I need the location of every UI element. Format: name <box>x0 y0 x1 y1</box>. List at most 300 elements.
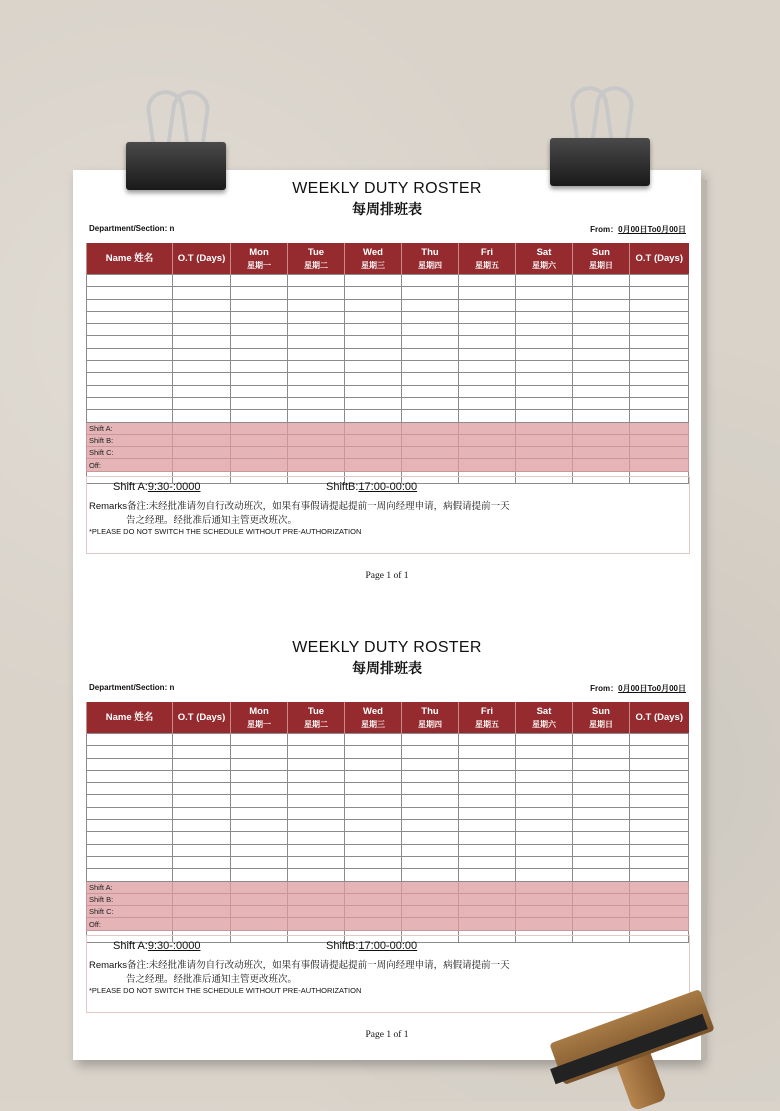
shift-cell[interactable] <box>459 422 516 434</box>
table-cell[interactable] <box>459 869 516 881</box>
table-cell[interactable] <box>345 336 402 348</box>
table-cell[interactable] <box>87 758 173 770</box>
table-cell[interactable] <box>87 287 173 299</box>
table-cell[interactable] <box>402 410 459 422</box>
shift-cell[interactable] <box>516 459 573 471</box>
table-cell[interactable] <box>173 820 231 832</box>
shift-cell[interactable] <box>630 881 689 893</box>
table-cell[interactable] <box>459 410 516 422</box>
table-cell[interactable] <box>231 770 288 782</box>
table-cell[interactable] <box>288 770 345 782</box>
table-cell[interactable] <box>345 758 402 770</box>
shift-cell[interactable] <box>459 918 516 930</box>
table-cell[interactable] <box>516 361 573 373</box>
table-cell[interactable] <box>573 832 630 844</box>
table-cell[interactable] <box>516 348 573 360</box>
table-cell[interactable] <box>173 336 231 348</box>
table-cell[interactable] <box>402 336 459 348</box>
table-cell[interactable] <box>630 336 689 348</box>
table-cell[interactable] <box>630 373 689 385</box>
table-cell[interactable] <box>630 385 689 397</box>
table-cell[interactable] <box>231 311 288 323</box>
shift-cell[interactable] <box>573 906 630 918</box>
shift-cell[interactable] <box>288 893 345 905</box>
table-cell[interactable] <box>459 844 516 856</box>
table-cell[interactable] <box>573 336 630 348</box>
shift-cell[interactable] <box>402 422 459 434</box>
table-cell[interactable] <box>345 783 402 795</box>
table-cell[interactable] <box>516 287 573 299</box>
shift-cell[interactable] <box>173 434 231 446</box>
table-cell[interactable] <box>573 807 630 819</box>
table-cell[interactable] <box>573 869 630 881</box>
table-cell[interactable] <box>402 373 459 385</box>
table-cell[interactable] <box>288 336 345 348</box>
table-cell[interactable] <box>630 820 689 832</box>
table-cell[interactable] <box>459 746 516 758</box>
shift-cell[interactable] <box>345 459 402 471</box>
shift-cell[interactable] <box>288 918 345 930</box>
shift-cell[interactable] <box>231 447 288 459</box>
shift-cell[interactable] <box>573 918 630 930</box>
table-cell[interactable] <box>459 856 516 868</box>
shift-cell[interactable] <box>516 434 573 446</box>
shift-cell[interactable] <box>231 881 288 893</box>
table-cell[interactable] <box>288 795 345 807</box>
table-cell[interactable] <box>231 410 288 422</box>
shift-cell[interactable] <box>459 881 516 893</box>
table-cell[interactable] <box>288 410 345 422</box>
table-cell[interactable] <box>87 820 173 832</box>
table-cell[interactable] <box>345 734 402 746</box>
table-cell[interactable] <box>573 287 630 299</box>
table-cell[interactable] <box>573 410 630 422</box>
table-cell[interactable] <box>345 844 402 856</box>
table-cell[interactable] <box>173 758 231 770</box>
table-cell[interactable] <box>459 373 516 385</box>
table-cell[interactable] <box>516 820 573 832</box>
table-cell[interactable] <box>516 385 573 397</box>
table-cell[interactable] <box>288 299 345 311</box>
table-cell[interactable] <box>630 311 689 323</box>
table-cell[interactable] <box>87 856 173 868</box>
shift-cell[interactable] <box>573 434 630 446</box>
shift-cell[interactable] <box>288 881 345 893</box>
table-cell[interactable] <box>345 299 402 311</box>
table-cell[interactable] <box>288 807 345 819</box>
table-cell[interactable] <box>573 746 630 758</box>
shift-cell[interactable] <box>345 906 402 918</box>
table-cell[interactable] <box>87 770 173 782</box>
table-cell[interactable] <box>173 770 231 782</box>
table-cell[interactable] <box>402 820 459 832</box>
shift-cell[interactable] <box>173 906 231 918</box>
table-cell[interactable] <box>516 869 573 881</box>
shift-cell[interactable] <box>288 447 345 459</box>
table-cell[interactable] <box>402 770 459 782</box>
table-cell[interactable] <box>345 348 402 360</box>
table-cell[interactable] <box>173 807 231 819</box>
table-cell[interactable] <box>173 856 231 868</box>
table-cell[interactable] <box>402 287 459 299</box>
table-cell[interactable] <box>516 783 573 795</box>
table-cell[interactable] <box>345 373 402 385</box>
table-cell[interactable] <box>288 746 345 758</box>
table-cell[interactable] <box>87 361 173 373</box>
table-cell[interactable] <box>459 324 516 336</box>
shift-cell[interactable] <box>459 906 516 918</box>
table-cell[interactable] <box>573 856 630 868</box>
table-cell[interactable] <box>459 807 516 819</box>
shift-cell[interactable] <box>573 893 630 905</box>
shift-cell[interactable] <box>573 422 630 434</box>
shift-cell[interactable] <box>573 881 630 893</box>
table-cell[interactable] <box>345 397 402 409</box>
shift-cell[interactable] <box>630 893 689 905</box>
table-cell[interactable] <box>402 832 459 844</box>
shift-cell[interactable] <box>173 459 231 471</box>
shift-cell[interactable] <box>630 434 689 446</box>
table-cell[interactable] <box>173 299 231 311</box>
table-cell[interactable] <box>459 348 516 360</box>
table-cell[interactable] <box>516 311 573 323</box>
shift-cell[interactable] <box>345 422 402 434</box>
table-cell[interactable] <box>345 410 402 422</box>
table-cell[interactable] <box>231 807 288 819</box>
table-cell[interactable] <box>173 373 231 385</box>
table-cell[interactable] <box>573 795 630 807</box>
table-cell[interactable] <box>630 299 689 311</box>
shift-cell[interactable] <box>231 422 288 434</box>
table-cell[interactable] <box>402 869 459 881</box>
table-cell[interactable] <box>345 746 402 758</box>
table-cell[interactable] <box>630 832 689 844</box>
table-cell[interactable] <box>516 734 573 746</box>
shift-cell[interactable] <box>231 434 288 446</box>
table-cell[interactable] <box>87 844 173 856</box>
table-cell[interactable] <box>345 770 402 782</box>
table-cell[interactable] <box>231 758 288 770</box>
table-cell[interactable] <box>288 844 345 856</box>
table-cell[interactable] <box>630 410 689 422</box>
table-cell[interactable] <box>87 311 173 323</box>
table-cell[interactable] <box>573 397 630 409</box>
shift-cell[interactable] <box>173 422 231 434</box>
table-cell[interactable] <box>402 844 459 856</box>
table-cell[interactable] <box>516 807 573 819</box>
table-cell[interactable] <box>516 275 573 287</box>
table-cell[interactable] <box>87 832 173 844</box>
shift-cell[interactable] <box>345 881 402 893</box>
table-cell[interactable] <box>173 869 231 881</box>
table-cell[interactable] <box>516 856 573 868</box>
table-cell[interactable] <box>516 373 573 385</box>
table-cell[interactable] <box>173 746 231 758</box>
table-cell[interactable] <box>402 361 459 373</box>
shift-cell[interactable] <box>345 893 402 905</box>
shift-cell[interactable] <box>630 422 689 434</box>
table-cell[interactable] <box>516 770 573 782</box>
table-cell[interactable] <box>630 348 689 360</box>
table-cell[interactable] <box>573 361 630 373</box>
table-cell[interactable] <box>573 275 630 287</box>
table-cell[interactable] <box>402 348 459 360</box>
table-cell[interactable] <box>459 770 516 782</box>
shift-cell[interactable] <box>231 906 288 918</box>
table-cell[interactable] <box>459 311 516 323</box>
table-cell[interactable] <box>402 783 459 795</box>
table-cell[interactable] <box>345 869 402 881</box>
table-cell[interactable] <box>630 275 689 287</box>
table-cell[interactable] <box>630 734 689 746</box>
table-cell[interactable] <box>288 856 345 868</box>
table-cell[interactable] <box>402 385 459 397</box>
shift-cell[interactable] <box>402 893 459 905</box>
table-cell[interactable] <box>459 385 516 397</box>
table-cell[interactable] <box>87 385 173 397</box>
shift-cell[interactable] <box>459 447 516 459</box>
table-cell[interactable] <box>345 856 402 868</box>
shift-cell[interactable] <box>288 434 345 446</box>
table-cell[interactable] <box>173 783 231 795</box>
table-cell[interactable] <box>630 287 689 299</box>
table-cell[interactable] <box>173 832 231 844</box>
shift-cell[interactable] <box>630 459 689 471</box>
table-cell[interactable] <box>630 783 689 795</box>
table-cell[interactable] <box>87 299 173 311</box>
table-cell[interactable] <box>516 336 573 348</box>
table-cell[interactable] <box>173 311 231 323</box>
table-cell[interactable] <box>459 820 516 832</box>
shift-cell[interactable] <box>630 906 689 918</box>
shift-cell[interactable] <box>516 906 573 918</box>
shift-cell[interactable] <box>402 881 459 893</box>
table-cell[interactable] <box>459 275 516 287</box>
table-cell[interactable] <box>231 844 288 856</box>
table-cell[interactable] <box>288 385 345 397</box>
table-cell[interactable] <box>573 758 630 770</box>
table-cell[interactable] <box>573 385 630 397</box>
table-cell[interactable] <box>630 758 689 770</box>
table-cell[interactable] <box>173 324 231 336</box>
table-cell[interactable] <box>516 397 573 409</box>
table-cell[interactable] <box>87 734 173 746</box>
table-cell[interactable] <box>573 324 630 336</box>
table-cell[interactable] <box>402 795 459 807</box>
table-cell[interactable] <box>402 324 459 336</box>
table-cell[interactable] <box>516 410 573 422</box>
table-cell[interactable] <box>173 348 231 360</box>
shift-cell[interactable] <box>231 918 288 930</box>
table-cell[interactable] <box>402 311 459 323</box>
table-cell[interactable] <box>459 336 516 348</box>
table-cell[interactable] <box>345 311 402 323</box>
table-cell[interactable] <box>87 373 173 385</box>
shift-cell[interactable] <box>573 459 630 471</box>
table-cell[interactable] <box>288 783 345 795</box>
table-cell[interactable] <box>402 275 459 287</box>
table-cell[interactable] <box>459 783 516 795</box>
shift-cell[interactable] <box>288 906 345 918</box>
table-cell[interactable] <box>402 746 459 758</box>
table-cell[interactable] <box>87 869 173 881</box>
shift-cell[interactable] <box>630 918 689 930</box>
table-cell[interactable] <box>231 734 288 746</box>
table-cell[interactable] <box>231 373 288 385</box>
table-cell[interactable] <box>231 397 288 409</box>
shift-cell[interactable] <box>402 906 459 918</box>
table-cell[interactable] <box>87 783 173 795</box>
table-cell[interactable] <box>630 324 689 336</box>
table-cell[interactable] <box>288 373 345 385</box>
table-cell[interactable] <box>573 299 630 311</box>
table-cell[interactable] <box>573 348 630 360</box>
table-cell[interactable] <box>288 869 345 881</box>
table-cell[interactable] <box>173 385 231 397</box>
shift-cell[interactable] <box>288 459 345 471</box>
table-cell[interactable] <box>231 287 288 299</box>
table-cell[interactable] <box>459 758 516 770</box>
table-cell[interactable] <box>459 832 516 844</box>
shift-cell[interactable] <box>459 893 516 905</box>
table-cell[interactable] <box>87 410 173 422</box>
shift-cell[interactable] <box>173 893 231 905</box>
table-cell[interactable] <box>630 746 689 758</box>
table-cell[interactable] <box>345 275 402 287</box>
table-cell[interactable] <box>459 361 516 373</box>
shift-cell[interactable] <box>402 434 459 446</box>
table-cell[interactable] <box>231 832 288 844</box>
shift-cell[interactable] <box>173 918 231 930</box>
shift-cell[interactable] <box>231 893 288 905</box>
table-cell[interactable] <box>231 348 288 360</box>
table-cell[interactable] <box>516 844 573 856</box>
table-cell[interactable] <box>231 385 288 397</box>
table-cell[interactable] <box>345 832 402 844</box>
table-cell[interactable] <box>459 287 516 299</box>
shift-cell[interactable] <box>459 434 516 446</box>
table-cell[interactable] <box>630 361 689 373</box>
table-cell[interactable] <box>402 299 459 311</box>
shift-cell[interactable] <box>459 459 516 471</box>
table-cell[interactable] <box>573 844 630 856</box>
table-cell[interactable] <box>402 807 459 819</box>
table-cell[interactable] <box>231 336 288 348</box>
shift-cell[interactable] <box>231 459 288 471</box>
table-cell[interactable] <box>402 856 459 868</box>
table-cell[interactable] <box>87 746 173 758</box>
table-cell[interactable] <box>345 324 402 336</box>
table-cell[interactable] <box>173 795 231 807</box>
table-cell[interactable] <box>630 844 689 856</box>
table-cell[interactable] <box>288 348 345 360</box>
table-cell[interactable] <box>87 807 173 819</box>
table-cell[interactable] <box>87 397 173 409</box>
table-cell[interactable] <box>573 783 630 795</box>
table-cell[interactable] <box>516 324 573 336</box>
table-cell[interactable] <box>173 844 231 856</box>
shift-cell[interactable] <box>345 434 402 446</box>
table-cell[interactable] <box>231 820 288 832</box>
table-cell[interactable] <box>345 807 402 819</box>
table-cell[interactable] <box>402 397 459 409</box>
table-cell[interactable] <box>516 746 573 758</box>
table-cell[interactable] <box>231 783 288 795</box>
shift-cell[interactable] <box>516 918 573 930</box>
table-cell[interactable] <box>573 373 630 385</box>
table-cell[interactable] <box>231 324 288 336</box>
table-cell[interactable] <box>87 348 173 360</box>
table-cell[interactable] <box>630 770 689 782</box>
table-cell[interactable] <box>288 397 345 409</box>
table-cell[interactable] <box>173 287 231 299</box>
table-cell[interactable] <box>345 287 402 299</box>
table-cell[interactable] <box>288 361 345 373</box>
shift-cell[interactable] <box>345 447 402 459</box>
table-cell[interactable] <box>288 275 345 287</box>
table-cell[interactable] <box>288 758 345 770</box>
table-cell[interactable] <box>345 820 402 832</box>
shift-cell[interactable] <box>288 422 345 434</box>
shift-cell[interactable] <box>345 918 402 930</box>
table-cell[interactable] <box>459 299 516 311</box>
table-cell[interactable] <box>231 275 288 287</box>
shift-cell[interactable] <box>630 447 689 459</box>
table-cell[interactable] <box>288 287 345 299</box>
table-cell[interactable] <box>345 795 402 807</box>
table-cell[interactable] <box>345 385 402 397</box>
table-cell[interactable] <box>231 746 288 758</box>
table-cell[interactable] <box>345 361 402 373</box>
shift-cell[interactable] <box>402 459 459 471</box>
table-cell[interactable] <box>173 361 231 373</box>
table-cell[interactable] <box>87 324 173 336</box>
table-cell[interactable] <box>173 734 231 746</box>
table-cell[interactable] <box>516 832 573 844</box>
table-cell[interactable] <box>573 770 630 782</box>
table-cell[interactable] <box>402 758 459 770</box>
shift-cell[interactable] <box>516 447 573 459</box>
table-cell[interactable] <box>231 795 288 807</box>
table-cell[interactable] <box>231 869 288 881</box>
table-cell[interactable] <box>87 275 173 287</box>
table-cell[interactable] <box>231 361 288 373</box>
shift-cell[interactable] <box>573 447 630 459</box>
table-cell[interactable] <box>516 758 573 770</box>
table-cell[interactable] <box>459 397 516 409</box>
table-cell[interactable] <box>288 311 345 323</box>
table-cell[interactable] <box>288 832 345 844</box>
table-cell[interactable] <box>231 299 288 311</box>
table-cell[interactable] <box>630 397 689 409</box>
table-cell[interactable] <box>516 299 573 311</box>
table-cell[interactable] <box>630 869 689 881</box>
table-cell[interactable] <box>231 856 288 868</box>
shift-cell[interactable] <box>173 881 231 893</box>
shift-cell[interactable] <box>402 447 459 459</box>
shift-cell[interactable] <box>516 893 573 905</box>
table-cell[interactable] <box>516 795 573 807</box>
table-cell[interactable] <box>459 734 516 746</box>
table-cell[interactable] <box>459 795 516 807</box>
table-cell[interactable] <box>573 734 630 746</box>
table-cell[interactable] <box>288 734 345 746</box>
table-cell[interactable] <box>288 820 345 832</box>
table-cell[interactable] <box>573 311 630 323</box>
table-cell[interactable] <box>573 820 630 832</box>
table-cell[interactable] <box>173 397 231 409</box>
table-cell[interactable] <box>87 795 173 807</box>
